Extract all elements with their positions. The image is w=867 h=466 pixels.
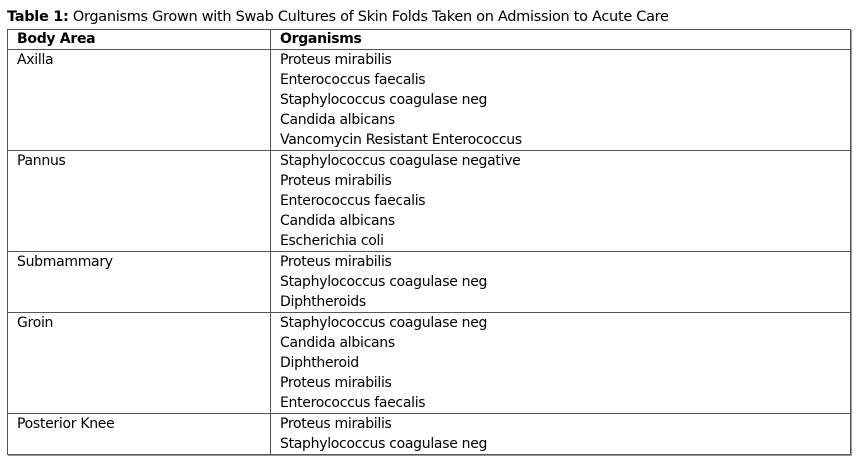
body-area-label: Groin [17,315,54,331]
organism-item: Proteus mirabilis [280,416,392,432]
organism-item: Staphylococcus coagulase neg [280,92,488,108]
organism-item: Staphylococcus coagulase neg [280,436,488,452]
table-row-axilla [8,50,851,151]
organism-item: Staphylococcus coagulase neg [280,274,488,290]
table-row-submammary [8,252,851,313]
table-caption-text: Organisms Grown with Swab Cultures of Skin Folds Taken on Admission to Acute Care [68,9,669,25]
organism-item: Candida albicans [280,112,395,128]
organisms-table [7,29,851,455]
organism-item: Proteus mirabilis [280,52,392,68]
organism-item: Diphtheroid [280,355,359,371]
body-area-label: Posterior Knee [17,416,115,432]
organism-item: Vancomycin Resistant Enterococcus [280,132,522,148]
organism-item: Proteus mirabilis [280,254,392,270]
organisms-cell [271,50,851,151]
table-caption [7,8,669,26]
organisms-cell [271,151,851,252]
organisms-cell [271,252,851,313]
organism-item: Staphylococcus coagulase neg [280,315,488,331]
header-organisms: Organisms [271,30,851,50]
table-row-posterior-knee [8,414,851,455]
organisms-cell [271,313,851,414]
organism-item: Enterococcus faecalis [280,193,426,209]
organism-item: Proteus mirabilis [280,173,392,189]
body-area-label: Axilla [17,52,54,68]
table-caption-label: Table 1: [7,9,69,25]
organism-item: Candida albicans [280,335,395,351]
organism-item: Enterococcus faecalis [280,72,426,88]
table-header-row [8,30,851,50]
body-area-cell [8,252,271,313]
header-body-area: Body Area [8,30,271,50]
body-area-cell [8,313,271,414]
body-area-cell [8,151,271,252]
organism-item: Proteus mirabilis [280,375,392,391]
table-row-pannus [8,151,851,252]
body-area-label: Submammary [17,254,113,270]
table-row-groin [8,313,851,414]
organism-item: Candida albicans [280,213,395,229]
organism-item: Escherichia coli [280,233,384,249]
organism-item: Staphylococcus coagulase negative [280,153,521,169]
body-area-cell [8,50,271,151]
body-area-label: Pannus [17,153,66,169]
organism-item: Diphtheroids [280,294,366,310]
organism-item: Enterococcus faecalis [280,395,426,411]
organisms-cell [271,414,851,455]
body-area-cell [8,414,271,455]
